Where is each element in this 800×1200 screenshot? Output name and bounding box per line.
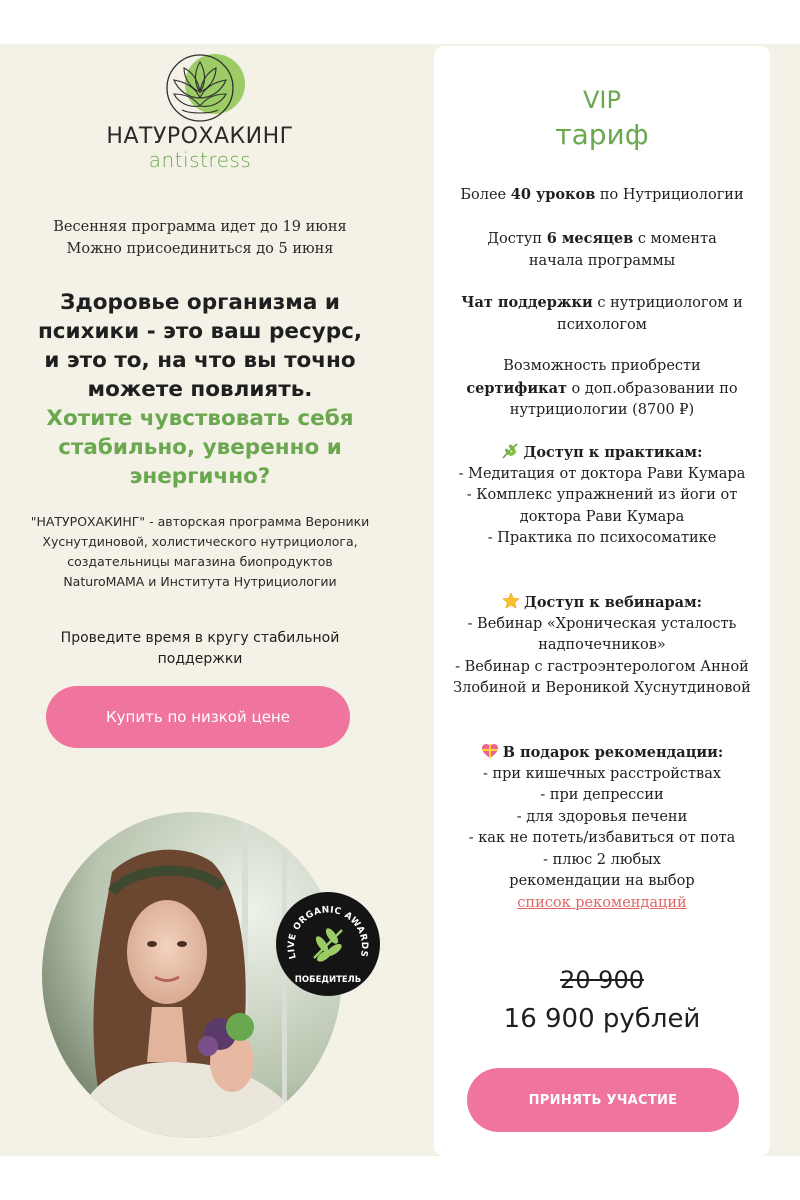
webinar-item: - Вебинар с гастроэнтерологом Анной Злобиной и Вероникой Хуснутдиновой: [453, 658, 751, 696]
badge-arc-text: LIVE ORGANIC AWARDS: [286, 905, 370, 960]
practices-block: [446, 442, 758, 550]
vip-label: VIP: [583, 86, 621, 114]
gifts-heading-text: В подарок рекомендации:: [502, 744, 724, 761]
gifts-heading: [446, 742, 758, 764]
tariff-label: тариф: [555, 118, 649, 151]
certificate-text: [456, 356, 748, 422]
left-column: [0, 44, 400, 1156]
join-button[interactable]: ПРИНЯТЬ УЧАСТИЕ: [467, 1068, 739, 1132]
herb-icon: [501, 443, 519, 459]
webinars-heading-text: Доступ к вебинарам:: [523, 594, 703, 611]
headline-green: Хотите чувствовать себя стабильно, уверенно и энергично?: [46, 406, 354, 489]
program-description: "НАТУРОХАКИНГ" - авторская программа Вероники Хуснутдиновой, холистического нутрициолога, создательницы магазина биопродуктов NaturoMAMA и Института Нутрициологии: [30, 514, 370, 589]
practice-item: - Медитация от доктора Рави Кумара: [458, 465, 746, 482]
access-text: [474, 228, 730, 272]
headline-black: Здоровье организма и психики - это ваш ресурс, и это то, на что вы точно можете повлиять.: [37, 290, 363, 402]
vip-tariff-card: [434, 46, 770, 1156]
lessons-text: [446, 184, 758, 207]
gift-heart-icon: [481, 743, 499, 759]
chat-text: [458, 292, 746, 336]
certificate-bold: сертификат: [466, 379, 567, 397]
gifts-block: [446, 742, 758, 914]
brand-subtitle: antistress: [148, 148, 252, 172]
star-icon: [502, 593, 520, 609]
lessons-bold: 40 уроков: [510, 186, 596, 203]
gift-item: - как не потеть/избавиться от пота: [468, 830, 736, 846]
headline: [30, 288, 370, 491]
lotus-logo-icon: [162, 48, 248, 124]
award-badge: [276, 892, 380, 996]
dates-line-2: Можно присоединиться до 5 июня: [66, 241, 334, 257]
badge-winner-text: ПОБЕДИТЕЛЬ: [294, 975, 362, 985]
practices-heading: [446, 442, 758, 464]
gift-item: - плюс 2 любых рекомендации на выбор: [509, 851, 695, 889]
old-price: 20 900: [560, 966, 644, 994]
chat-post: с нутрициологом и психологом: [557, 295, 743, 333]
chat-bold: Чат поддержки: [461, 294, 593, 311]
practice-item: - Комплекс упражнений из йоги от доктора Рави Кумара: [466, 487, 738, 525]
certificate-post: о доп.образовании по нутрициологии (8700 ₽): [509, 380, 738, 418]
webinars-block: [446, 592, 758, 700]
practices-heading-text: Доступ к практикам:: [523, 444, 703, 461]
program-dates: [0, 216, 400, 260]
access-pre: Доступ: [487, 231, 547, 247]
new-price: 16 900 рублей: [503, 1004, 701, 1034]
webinars-heading: [446, 592, 758, 614]
olive-branch-icon: [314, 926, 344, 964]
access-post: с момента начала программы: [528, 231, 717, 269]
buy-cheap-button[interactable]: Купить по низкой цене: [46, 686, 350, 748]
gift-item: - при депрессии: [540, 787, 664, 803]
certificate-pre: Возможность приобрести: [503, 358, 701, 374]
practice-item: - Практика по психосоматике: [487, 530, 717, 546]
support-text: Проведите время в кругу стабильной поддержки: [60, 630, 340, 667]
brand-title: НАТУРОХАКИНГ: [106, 124, 294, 149]
lessons-pre: Более: [460, 187, 511, 203]
dates-line-1: Весенняя программа идет до 19 июня: [53, 219, 347, 235]
gift-item: - для здоровья печени: [516, 808, 688, 825]
access-bold: 6 месяцев: [546, 230, 634, 247]
recommendations-list-link[interactable]: список рекомендаций: [517, 894, 687, 911]
gift-item: - при кишечных расстройствах: [482, 765, 722, 782]
webinar-item: - Вебинар «Хроническая усталость надпочечников»: [467, 615, 737, 653]
lessons-post: по Нутрициологии: [595, 187, 744, 203]
